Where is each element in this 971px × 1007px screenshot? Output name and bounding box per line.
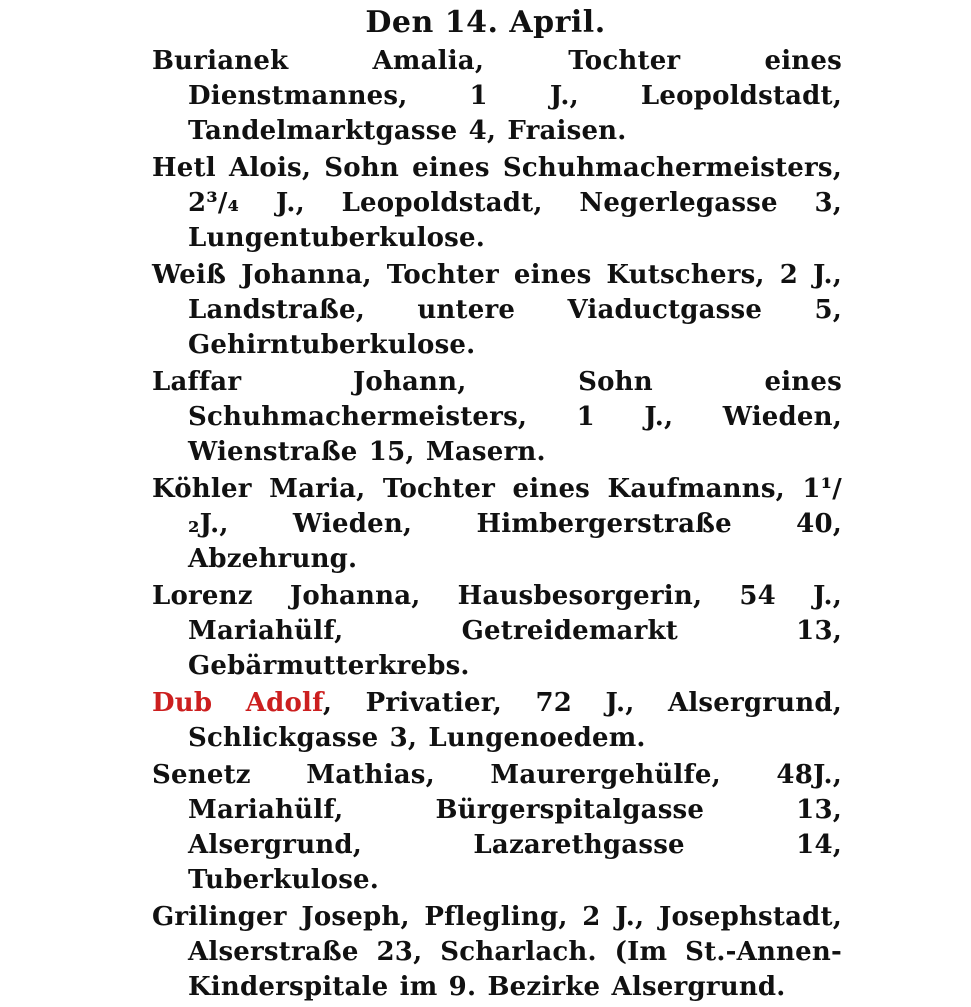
- entry-name: Grilinger Joseph: [152, 902, 401, 932]
- entry-name: Lorenz Johanna: [152, 581, 412, 611]
- entry-details: , Pflegling, 2 J., Josephstadt, Alserstraße 23, Scharlach. (Im St.-Annen-Kinderspitale im 9. Bezirke Alsergrund.: [188, 902, 842, 1002]
- register-entry: [152, 365, 842, 470]
- entry-name: Weiß Johanna: [152, 260, 363, 290]
- entry-details: , Tochter eines Dienstmannes, 1 J., Leopoldstadt, Tandelmarktgasse 4, Fraisen.: [188, 46, 842, 146]
- register-entry: [152, 44, 842, 149]
- register-entry-highlighted: [152, 686, 842, 756]
- register-entry: [152, 472, 842, 577]
- entry-details: , Sohn eines Schuhmachermeisters, 1 J., Wieden, Wienstraße 15, Masern.: [188, 367, 842, 467]
- entry-details: , Hausbesorgerin, 54 J., Mariahülf, Getreidemarkt 13, Gebärmutterkrebs.: [188, 581, 842, 681]
- death-register-list: [152, 44, 842, 1007]
- entry-details: , Privatier, 72 J., Alsergrund, Schlickgasse 3, Lungenoedem.: [188, 688, 842, 753]
- entry-name: Hetl Alois: [152, 153, 302, 183]
- entry-name: Köhler Maria: [152, 474, 357, 504]
- date-heading: Den 14. April.: [365, 5, 606, 40]
- entry-name: Burianek Amalia: [152, 46, 475, 76]
- entry-details: , Maurergehülfe, 48J., Mariahülf, Bürgerspitalgasse 13, Alsergrund, Lazarethgasse 14, Tuberkulose.: [188, 760, 842, 895]
- register-entry: [152, 579, 842, 684]
- register-entry: [152, 758, 842, 898]
- entry-details: , Tochter eines Kutschers, 2 J., Landstraße, untere Viaductgasse 5, Gehirntuberkulose.: [188, 260, 842, 360]
- entry-details: , Sohn eines Schuhmachermeisters, 2³/₄ J., Leopoldstadt, Negerlegasse 3, Lungentuberkulose.: [188, 153, 843, 253]
- highlighted-entry-name: Dub Adolf: [152, 688, 323, 718]
- register-entry: [152, 151, 842, 256]
- register-entry: [152, 258, 842, 363]
- entry-name: Senetz Mathias: [152, 760, 426, 790]
- entry-details: , Tochter eines Kaufmanns, 1¹/₂J., Wieden, Himbergerstraße 40, Abzehrung.: [188, 474, 843, 574]
- entry-name: Laffar Johann: [152, 367, 458, 397]
- register-entry: [152, 900, 842, 1005]
